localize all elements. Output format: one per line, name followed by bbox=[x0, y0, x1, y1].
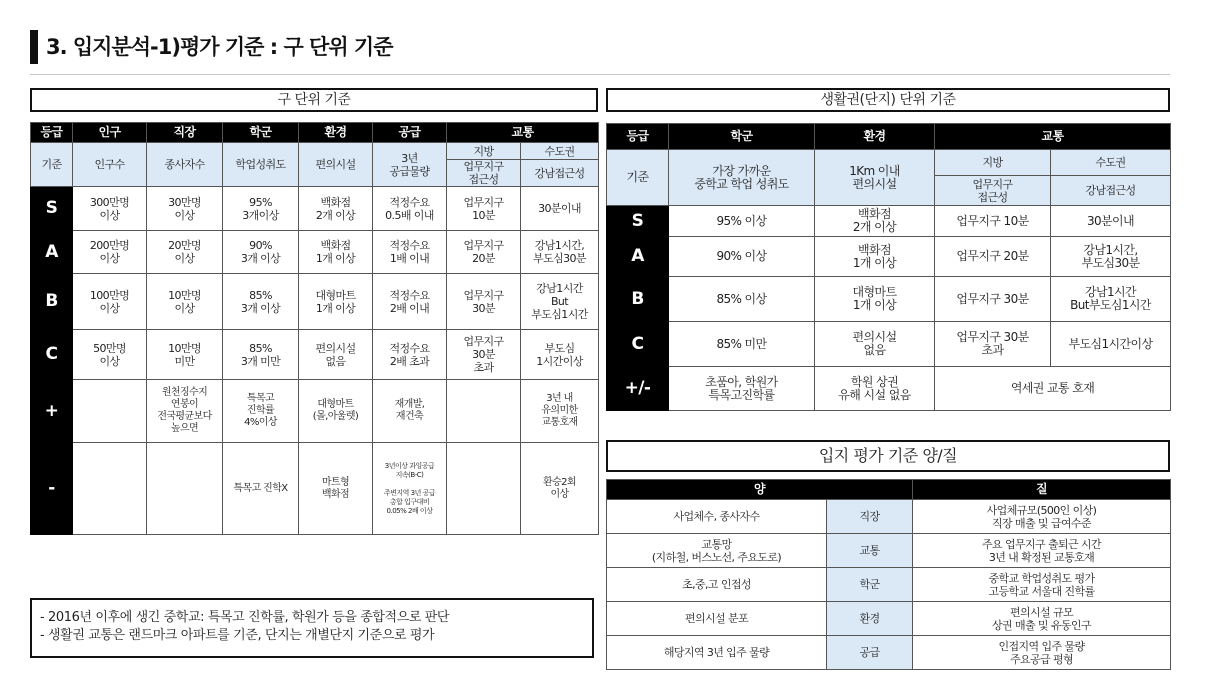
gu-crit-metro: 수도권 bbox=[521, 143, 599, 160]
gu-cell: 적정수요 0.5배 이내 bbox=[373, 187, 447, 231]
lv-cell: 90% 이상 bbox=[669, 237, 815, 277]
lv-crit-school: 가장 가까운 중학교 학업 성취도 bbox=[669, 150, 815, 206]
qq-qty-cell: 편의시설 분포 bbox=[607, 602, 827, 636]
lv-header-traffic: 교통 bbox=[935, 124, 1171, 150]
gu-cell bbox=[147, 443, 223, 535]
gu-cell: 강남1시간 But 부도심1시간 bbox=[521, 274, 599, 330]
gu-cell: 백화점 1개 이상 bbox=[299, 231, 373, 274]
lv-row bbox=[607, 322, 1171, 367]
gu-cell: 10만명 미만 bbox=[147, 330, 223, 380]
gu-cell: 적정수요 2배 초과 bbox=[373, 330, 447, 380]
lv-cell: 업무지구 20분 bbox=[935, 237, 1051, 277]
gu-cell: 재개발, 재건축 bbox=[373, 380, 447, 443]
lv-cell: 강남1시간, 부도심30분 bbox=[1051, 237, 1171, 277]
gu-cell: 85% 3개 미만 bbox=[223, 330, 299, 380]
gu-cell: 환승2회 이상 bbox=[521, 443, 599, 535]
lv-cell: 30분이내 bbox=[1051, 206, 1171, 237]
note-line: - 2016년 이후에 생긴 중학교: 특목고 진학률, 학원가 등을 종합적으로 판단 bbox=[40, 610, 450, 625]
qq-qty-cell: 초,중,고 인접성 bbox=[607, 568, 827, 602]
qq-cat-cell: 공급 bbox=[827, 636, 913, 670]
gu-row bbox=[31, 187, 599, 231]
gu-cell: 대형마트 (몰,아울렛) bbox=[299, 380, 373, 443]
lv-pm-traffic: 역세권 교통 호재 bbox=[935, 367, 1171, 411]
gu-row bbox=[31, 443, 599, 535]
qq-header-qual: 질 bbox=[913, 480, 1171, 500]
gu-cell: 특목고 진학률 4%이상 bbox=[223, 380, 299, 443]
lv-grade-s: S bbox=[607, 206, 669, 237]
lv-cell: 업무지구 10분 bbox=[935, 206, 1051, 237]
gu-cell: 30분이내 bbox=[521, 187, 599, 231]
lv-cell: 업무지구 30분 bbox=[935, 277, 1051, 322]
qq-cat-cell: 교통 bbox=[827, 534, 913, 568]
lv-header-grade: 등급 bbox=[607, 124, 669, 150]
living-caption: 생활권(단지) 단위 기준 bbox=[606, 88, 1170, 112]
gu-crit-pop: 인구수 bbox=[73, 143, 147, 187]
gu-cell: 100만명 이상 bbox=[73, 274, 147, 330]
gu-crit-label: 기준 bbox=[31, 143, 73, 187]
gu-cell: 대형마트 1개 이상 bbox=[299, 274, 373, 330]
gu-cell: 10만명 이상 bbox=[147, 274, 223, 330]
qq-cat-cell: 환경 bbox=[827, 602, 913, 636]
title-divider bbox=[30, 74, 1170, 75]
qq-row bbox=[607, 636, 1171, 670]
gu-cell bbox=[447, 380, 521, 443]
lv-cell: 백화점 2개 이상 bbox=[815, 206, 935, 237]
gu-cell: 3년이상 과잉공급 지속(B-C) 주변지역 3년 공급 총합 입구대비 0.05% 2배 이상 bbox=[373, 443, 447, 535]
gu-crit-job: 종사자수 bbox=[147, 143, 223, 187]
lv-row bbox=[607, 277, 1171, 322]
lv-cell: 대형마트 1개 이상 bbox=[815, 277, 935, 322]
gu-grade-s: S bbox=[31, 187, 73, 231]
lv-crit-local-sub: 업무지구 접근성 bbox=[935, 176, 1051, 206]
lv-grade-pm: +/- bbox=[607, 367, 669, 411]
lv-crit-label: 기준 bbox=[607, 150, 669, 206]
gu-row bbox=[31, 274, 599, 330]
gu-header-grade: 등급 bbox=[31, 123, 73, 143]
lv-cell: 85% 미만 bbox=[669, 322, 815, 367]
gu-cell: 업무지구 10분 bbox=[447, 187, 521, 231]
gu-header-school: 학군 bbox=[223, 123, 299, 143]
gu-crit-supply: 3년 공급물량 bbox=[373, 143, 447, 187]
qq-cat-cell: 학군 bbox=[827, 568, 913, 602]
lv-pm-school: 초품아, 학원가 특목고진학률 bbox=[669, 367, 815, 411]
gu-cell bbox=[73, 380, 147, 443]
lv-crit-metro: 수도권 bbox=[1051, 150, 1171, 176]
qq-row bbox=[607, 602, 1171, 636]
gu-cell: 300만명 이상 bbox=[73, 187, 147, 231]
gu-cell: 3년 내 유의미한 교통호재 bbox=[521, 380, 599, 443]
notes-box bbox=[30, 598, 594, 658]
gu-row bbox=[31, 380, 599, 443]
gu-cell: 강남1시간, 부도심30분 bbox=[521, 231, 599, 274]
qq-qual-cell: 인접지역 입주 물량 주요공급 평형 bbox=[913, 636, 1171, 670]
gu-cell: 특목고 진학X bbox=[223, 443, 299, 535]
qq-row bbox=[607, 534, 1171, 568]
note-line: - 생활권 교통은 랜드마크 아파트를 기준, 단지는 개별단지 기준으로 평가 bbox=[40, 628, 435, 643]
gu-criteria-table bbox=[30, 122, 599, 535]
gu-header-supply: 공급 bbox=[373, 123, 447, 143]
lv-cell: 부도심1시간이상 bbox=[1051, 322, 1171, 367]
qq-qual-cell: 중학교 학업성취도 평가 고등학교 서울대 진학률 bbox=[913, 568, 1171, 602]
lv-cell: 강남1시간 But부도심1시간 bbox=[1051, 277, 1171, 322]
gu-grade-minus: - bbox=[31, 443, 73, 535]
gu-cell: 30만명 이상 bbox=[147, 187, 223, 231]
gu-grade-c: C bbox=[31, 330, 73, 380]
quantity-quality-table bbox=[606, 479, 1171, 670]
qq-qty-cell: 교통망 (지하철, 버스노선, 주요도로) bbox=[607, 534, 827, 568]
gu-cell: 편의시설 없음 bbox=[299, 330, 373, 380]
gu-header-traffic: 교통 bbox=[447, 123, 599, 143]
lv-crit-env: 1Km 이내 편의시설 bbox=[815, 150, 935, 206]
qq-caption: 입지 평가 기준 양/질 bbox=[606, 440, 1170, 472]
qq-qual-cell: 주요 업무지구 출퇴근 시간 3년 내 확정된 교통호재 bbox=[913, 534, 1171, 568]
gu-cell: 원천징수지 연봉이 전국평균보다 높으면 bbox=[147, 380, 223, 443]
title-accent-bar bbox=[30, 30, 38, 64]
living-criteria-table bbox=[606, 123, 1171, 411]
gu-row bbox=[31, 231, 599, 274]
lv-grade-c: C bbox=[607, 322, 669, 367]
lv-row bbox=[607, 237, 1171, 277]
gu-header-pop: 인구 bbox=[73, 123, 147, 143]
gu-cell: 200만명 이상 bbox=[73, 231, 147, 274]
qq-qual-cell: 편의시설 규모 상권 매출 및 유동인구 bbox=[913, 602, 1171, 636]
lv-crit-local: 지방 bbox=[935, 150, 1051, 176]
gu-cell: 업무지구 30분 초과 bbox=[447, 330, 521, 380]
qq-cat-cell: 직장 bbox=[827, 500, 913, 534]
gu-cell: 백화점 2개 이상 bbox=[299, 187, 373, 231]
gu-header-job: 직장 bbox=[147, 123, 223, 143]
gu-cell: 부도심 1시간이상 bbox=[521, 330, 599, 380]
lv-cell: 백화점 1개 이상 bbox=[815, 237, 935, 277]
gu-grade-b: B bbox=[31, 274, 73, 330]
gu-row bbox=[31, 330, 599, 380]
gu-crit-env: 편의시설 bbox=[299, 143, 373, 187]
qq-row bbox=[607, 500, 1171, 534]
gu-cell: 업무지구 20분 bbox=[447, 231, 521, 274]
lv-row bbox=[607, 206, 1171, 237]
gu-cell bbox=[447, 443, 521, 535]
lv-cell: 95% 이상 bbox=[669, 206, 815, 237]
lv-crit-metro-sub: 강남접근성 bbox=[1051, 176, 1171, 206]
qq-header-qty: 양 bbox=[607, 480, 913, 500]
gu-crit-metro-sub: 강남접근성 bbox=[521, 160, 599, 187]
qq-row bbox=[607, 568, 1171, 602]
gu-cell: 90% 3개 이상 bbox=[223, 231, 299, 274]
qq-qual-cell: 사업체규모(500인 이상) 직장 매출 및 급여수준 bbox=[913, 500, 1171, 534]
gu-grade-a: A bbox=[31, 231, 73, 274]
qq-qty-cell: 해당지역 3년 입주 물량 bbox=[607, 636, 827, 670]
gu-cell: 95% 3개이상 bbox=[223, 187, 299, 231]
gu-cell: 업무지구 30분 bbox=[447, 274, 521, 330]
lv-grade-a: A bbox=[607, 237, 669, 277]
gu-cell: 20만명 이상 bbox=[147, 231, 223, 274]
gu-cell: 85% 3개 이상 bbox=[223, 274, 299, 330]
gu-grade-plus: + bbox=[31, 380, 73, 443]
gu-cell: 적정수요 2배 이내 bbox=[373, 274, 447, 330]
gu-cell: 적정수요 1배 이내 bbox=[373, 231, 447, 274]
lv-grade-b: B bbox=[607, 277, 669, 322]
lv-pm-env: 학원 상권 유해 시설 없음 bbox=[815, 367, 935, 411]
gu-crit-local-sub: 업무지구 접근성 bbox=[447, 160, 521, 187]
page-title: 3. 입지분석-1)평가 기준 : 구 단위 기준 bbox=[46, 35, 393, 59]
gu-header-env: 환경 bbox=[299, 123, 373, 143]
gu-crit-local: 지방 bbox=[447, 143, 521, 160]
gu-caption: 구 단위 기준 bbox=[30, 88, 598, 112]
gu-cell: 마트형 백화점 bbox=[299, 443, 373, 535]
lv-cell: 편의시설 없음 bbox=[815, 322, 935, 367]
gu-crit-school: 학업성취도 bbox=[223, 143, 299, 187]
lv-cell: 85% 이상 bbox=[669, 277, 815, 322]
lv-header-env: 환경 bbox=[815, 124, 935, 150]
lv-header-school: 학군 bbox=[669, 124, 815, 150]
gu-cell bbox=[73, 443, 147, 535]
gu-cell: 50만명 이상 bbox=[73, 330, 147, 380]
qq-qty-cell: 사업체수, 종사자수 bbox=[607, 500, 827, 534]
lv-cell: 업무지구 30분 초과 bbox=[935, 322, 1051, 367]
